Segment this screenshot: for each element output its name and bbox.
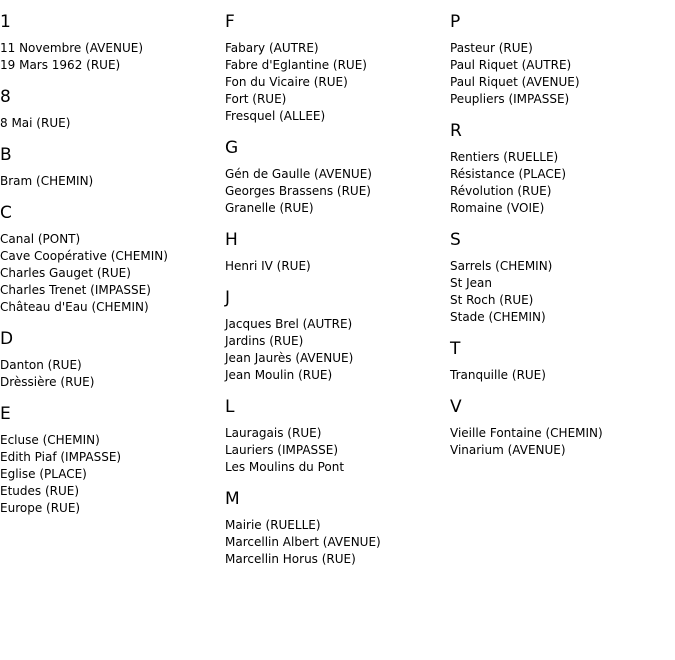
letter-group [225, 396, 445, 476]
street-link[interactable]: Tranquille (RUE) [450, 368, 546, 382]
street-link[interactable]: Peupliers (IMPASSE) [450, 92, 570, 106]
street-link[interactable]: 11 Novembre (AVENUE) [0, 41, 143, 55]
letter-group [0, 144, 220, 190]
letter-group [0, 403, 220, 517]
letter-group [225, 11, 445, 125]
street-link[interactable]: Fresquel (ALLEE) [225, 109, 326, 123]
letter-group [225, 488, 445, 568]
letter-heading: M [225, 489, 240, 509]
street-link[interactable]: Les Moulins du Pont [225, 460, 345, 474]
letter-group [225, 229, 445, 275]
letter-group [225, 137, 445, 217]
letter-group [450, 396, 670, 459]
street-list [0, 40, 220, 74]
street-list [0, 231, 220, 316]
index-column [450, 0, 670, 470]
street-link[interactable]: 8 Mai (RUE) [0, 116, 71, 130]
letter-group [450, 120, 670, 217]
street-link[interactable]: Eglise (PLACE) [0, 467, 87, 481]
letter-heading: L [225, 397, 235, 417]
street-link[interactable]: Château d'Eau (CHEMIN) [0, 300, 149, 314]
letter-group [0, 86, 220, 132]
street-list [450, 149, 670, 217]
index-column [225, 0, 445, 579]
letter-heading: 8 [0, 87, 11, 107]
street-link[interactable]: Charles Trenet (IMPASSE) [0, 283, 151, 297]
letter-heading: C [0, 203, 12, 223]
street-link[interactable]: Jean Jaurès (AVENUE) [225, 351, 354, 365]
street-link[interactable]: Europe (RUE) [0, 501, 81, 515]
street-link[interactable]: Jacques Brel (AUTRE) [225, 317, 353, 331]
street-link[interactable]: Révolution (RUE) [450, 184, 552, 198]
letter-group [0, 328, 220, 391]
street-list [0, 115, 220, 132]
street-link[interactable]: Fabre d'Eglantine (RUE) [225, 58, 367, 72]
street-list [225, 316, 445, 384]
street-link[interactable]: Lauragais (RUE) [225, 426, 322, 440]
street-link[interactable]: Henri IV (RUE) [225, 259, 311, 273]
letter-group [225, 287, 445, 384]
street-list [0, 432, 220, 517]
street-link[interactable]: Gén de Gaulle (AVENUE) [225, 167, 372, 181]
street-link[interactable]: Drèssière (RUE) [0, 375, 95, 389]
street-link[interactable]: Fon du Vicaire (RUE) [225, 75, 348, 89]
street-link[interactable]: 19 Mars 1962 (RUE) [0, 58, 121, 72]
letter-group [450, 338, 670, 384]
street-list [225, 517, 445, 568]
street-link[interactable]: Paul Riquet (AVENUE) [450, 75, 580, 89]
letter-group [450, 11, 670, 108]
street-link[interactable]: Romaine (VOIE) [450, 201, 545, 215]
letter-heading: P [450, 12, 461, 32]
letter-heading: T [450, 339, 461, 359]
street-link[interactable]: Ecluse (CHEMIN) [0, 433, 100, 447]
letter-heading: B [0, 145, 12, 165]
street-link[interactable]: Marcellin Horus (RUE) [225, 552, 356, 566]
street-list [225, 258, 445, 275]
street-list [450, 40, 670, 108]
street-link[interactable]: Résistance (PLACE) [450, 167, 566, 181]
street-link[interactable]: Lauriers (IMPASSE) [225, 443, 339, 457]
street-link[interactable]: Bram (CHEMIN) [0, 174, 94, 188]
street-link[interactable]: Jean Moulin (RUE) [225, 368, 333, 382]
letter-heading: R [450, 121, 462, 141]
letter-group [450, 229, 670, 326]
street-link[interactable]: Paul Riquet (AUTRE) [450, 58, 572, 72]
street-link[interactable]: Cave Coopérative (CHEMIN) [0, 249, 168, 263]
letter-heading: H [225, 230, 238, 250]
street-list [225, 425, 445, 476]
street-link[interactable]: Rentiers (RUELLE) [450, 150, 559, 164]
letter-heading: D [0, 329, 14, 349]
letter-heading: V [450, 397, 462, 417]
street-list [450, 258, 670, 326]
street-link[interactable]: Vieille Fontaine (CHEMIN) [450, 426, 603, 440]
street-list [225, 166, 445, 217]
street-link[interactable]: Edith Piaf (IMPASSE) [0, 450, 122, 464]
street-list [0, 357, 220, 391]
letter-heading: J [225, 288, 231, 308]
letter-heading: 1 [0, 12, 11, 32]
street-list [0, 173, 220, 190]
street-link[interactable]: Marcellin Albert (AVENUE) [225, 535, 381, 549]
street-list [225, 40, 445, 125]
letter-group [0, 202, 220, 316]
letter-heading: F [225, 12, 235, 32]
street-link[interactable]: Danton (RUE) [0, 358, 82, 372]
letter-heading: E [0, 404, 11, 424]
letter-heading: G [225, 138, 239, 158]
letter-heading: S [450, 230, 461, 250]
street-link[interactable]: Sarrels (CHEMIN) [450, 259, 553, 273]
street-link[interactable]: Pasteur (RUE) [450, 41, 533, 55]
street-link[interactable]: Fabary (AUTRE) [225, 41, 319, 55]
street-link[interactable]: St Roch (RUE) [450, 293, 534, 307]
street-link[interactable]: Fort (RUE) [225, 92, 287, 106]
street-link[interactable]: Georges Brassens (RUE) [225, 184, 371, 198]
street-link[interactable]: Charles Gauget (RUE) [0, 266, 131, 280]
street-link[interactable]: Mairie (RUELLE) [225, 518, 321, 532]
street-link[interactable]: Vinarium (AVENUE) [450, 443, 566, 457]
street-list [450, 367, 670, 384]
street-link[interactable]: Canal (PONT) [0, 232, 81, 246]
letter-group [0, 11, 220, 74]
street-link[interactable]: Etudes (RUE) [0, 484, 80, 498]
street-link[interactable]: St Jean [450, 276, 493, 290]
street-link[interactable]: Stade (CHEMIN) [450, 310, 546, 324]
street-link[interactable]: Jardins (RUE) [225, 334, 304, 348]
street-link[interactable]: Granelle (RUE) [225, 201, 314, 215]
street-list [450, 425, 670, 459]
index-column [0, 0, 220, 528]
